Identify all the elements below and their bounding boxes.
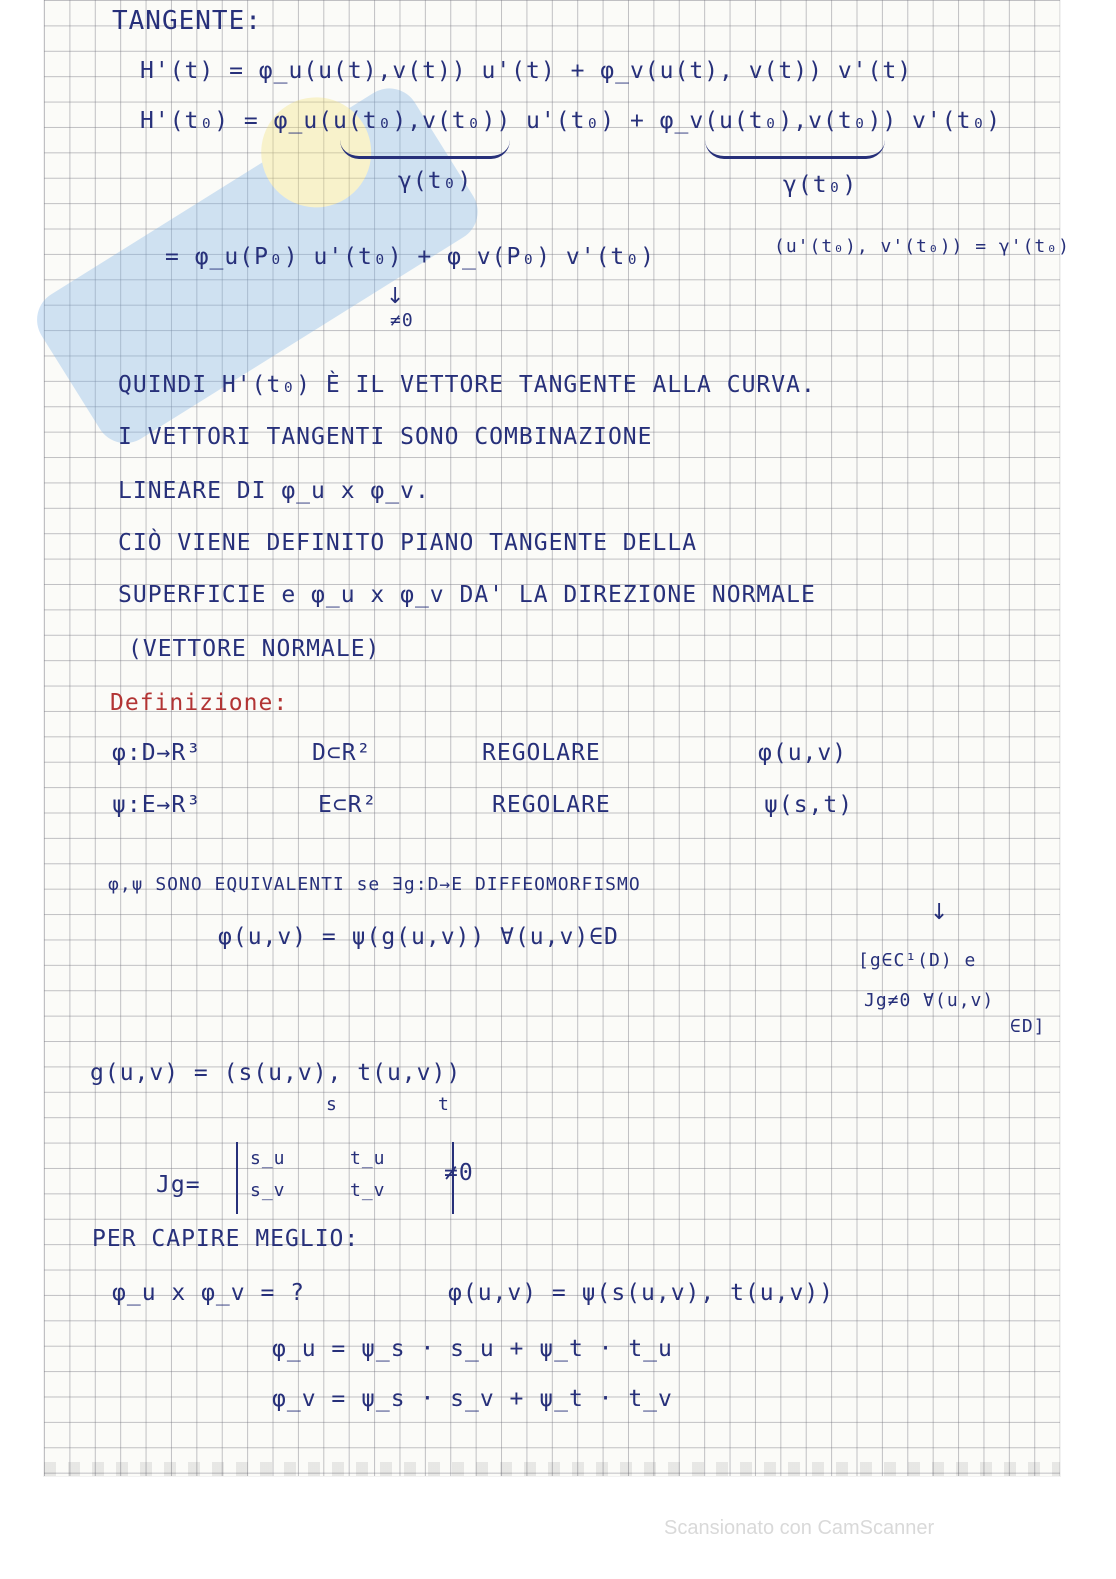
text-vettori: I VETTORI TANGENTI SONO COMBINAZIONE — [118, 424, 653, 450]
equivalence-statement: φ,ψ SONO EQUIVALENTI se ∃g:D→E DIFFEOMORFISMO — [108, 874, 641, 895]
condition-c1: [g∈C¹(D) e — [858, 950, 977, 971]
grid-paper — [44, 0, 1060, 1476]
g-sub-t: t — [438, 1094, 450, 1115]
label-gamma-left: γ(t₀) — [398, 168, 473, 194]
jacobian-label: Jg= — [156, 1172, 201, 1198]
brace-right — [705, 140, 885, 159]
g-definition: g(u,v) = (s(u,v), t(u,v)) — [90, 1060, 462, 1086]
label-gamma-right: γ(t₀) — [783, 172, 858, 198]
down-arrow-icon: ↓ — [386, 284, 405, 309]
derivative-u: φ_u = ψ_s · s_u + ψ_t · t_u — [272, 1336, 673, 1362]
derivative-v: φ_v = ψ_s · s_v + ψ_t · t_v — [272, 1386, 673, 1412]
question-cross: φ_u x φ_v = ? — [112, 1280, 306, 1306]
condition-domain: ∈D] — [1010, 1016, 1046, 1037]
def-row2-map: ψ:E→R³ — [112, 792, 202, 818]
equivalence-formula: φ(u,v) = ψ(g(u,v)) ∀(u,v)∈D — [218, 924, 619, 950]
text-piano: CIÒ VIENE DEFINITO PIANO TANGENTE DELLA — [118, 530, 698, 556]
eq-line-2: H'(t₀) = φ_u(u(t₀),v(t₀)) u'(t₀) + φ_v(u(t₀),v(t₀)) v'(t₀) — [140, 108, 1002, 134]
text-vettore-normale: (VETTORE NORMALE) — [128, 636, 381, 662]
composition-formula: φ(u,v) = ψ(s(u,v), t(u,v)) — [448, 1280, 835, 1306]
jacobian-neq: ≠0 — [444, 1160, 474, 1186]
page-edge — [44, 1462, 1060, 1476]
def-row1-regolare: REGOLARE — [482, 740, 601, 766]
def-row2-param: ψ(s,t) — [764, 792, 854, 818]
def-row2-domain: E⊂R² — [318, 792, 378, 818]
text-superficie: SUPERFICIE e φ_u x φ_v DA' LA DIREZIONE NORMALE — [118, 582, 816, 608]
eq-line-3: = φ_u(P₀) u'(t₀) + φ_v(P₀) v'(t₀) — [165, 244, 655, 270]
text-quindi: QUINDI H'(t₀) È IL VETTORE TANGENTE ALLA CURVA. — [118, 372, 816, 398]
eq-line-1: H'(t) = φ_u(u(t),v(t)) u'(t) + φ_v(u(t), v(t)) v'(t) — [140, 58, 913, 84]
jacobian-tu: t_u — [350, 1148, 386, 1169]
down-arrow-icon: ↓ — [930, 900, 949, 925]
def-row1-param: φ(u,v) — [758, 740, 848, 766]
eq-gamma-prime: (u'(t₀), v'(t₀)) = γ'(t₀) — [774, 236, 1070, 257]
condition-jacobian: Jg≠0 ∀(u,v) — [864, 990, 995, 1011]
text-lineare: LINEARE DI φ_u x φ_v. — [118, 478, 430, 504]
camscanner-footer: Scansionato con CamScanner — [664, 1517, 935, 1539]
def-row1-domain: D⊂R² — [312, 740, 372, 766]
title-tangente: TANGENTE: — [112, 6, 262, 36]
neq-zero: ≠0 — [390, 310, 414, 331]
brace-left — [340, 140, 510, 159]
jacobian-sv: s_v — [250, 1180, 286, 1201]
g-sub-s: s — [326, 1094, 338, 1115]
definition-heading: Definizione: — [110, 690, 289, 716]
per-capire-meglio: PER CAPIRE MEGLIO: — [92, 1226, 360, 1252]
def-row2-regolare: REGOLARE — [492, 792, 611, 818]
jacobian-matrix — [236, 1142, 454, 1214]
jacobian-su: s_u — [250, 1148, 286, 1169]
def-row1-map: φ:D→R³ — [112, 740, 202, 766]
jacobian-tv: t_v — [350, 1180, 386, 1201]
